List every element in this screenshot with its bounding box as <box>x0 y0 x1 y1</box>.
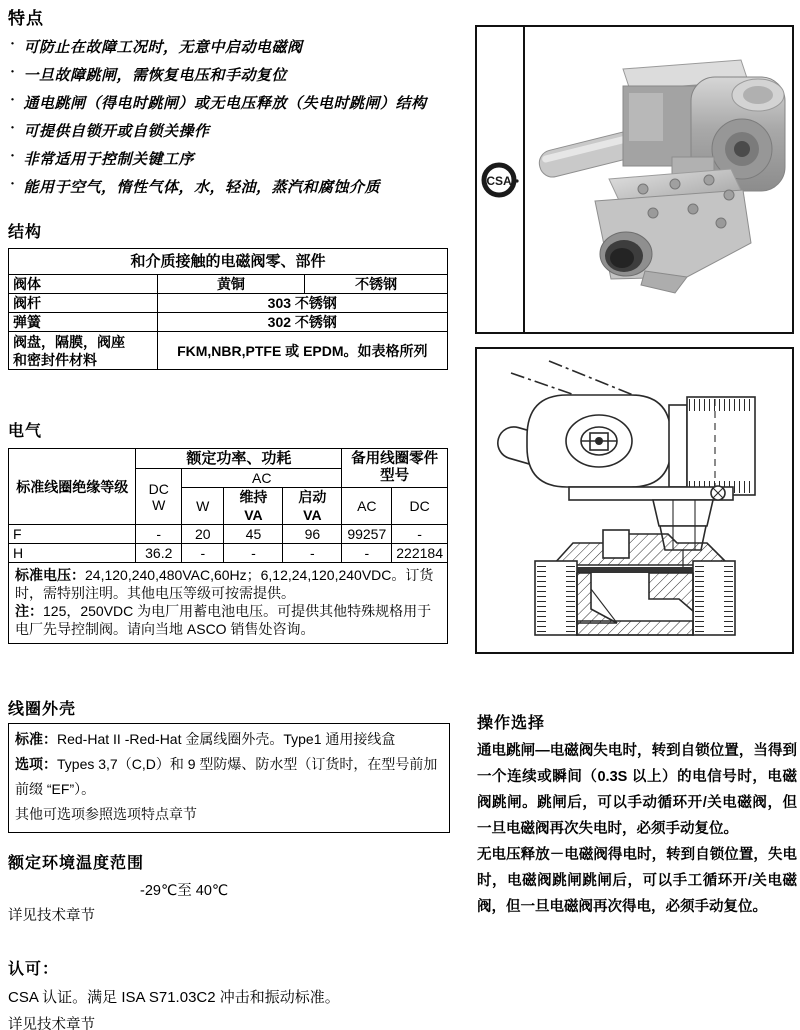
coil-housing-box <box>8 723 450 833</box>
table-cell: - <box>136 525 182 544</box>
coil-housing-options: 选项：Types 3,7（C,D）和 9 型防爆、防水型（订货时，在型号前加前缀 “EF”）。 <box>15 756 438 797</box>
table-cell: 阀杆 <box>9 294 158 313</box>
table-header-cell: 标准线圈绝缘等级 <box>9 449 136 525</box>
table-cell: F <box>9 525 136 544</box>
note-text: 125，250VDC 为电厂用蓄电池电压。可提供其他特殊规格用于电厂先导控制阀。请向当地 ASCO 销售处咨询。 <box>15 603 432 637</box>
table-cell: 20 <box>182 525 224 544</box>
csa-logo-cell <box>477 27 525 332</box>
table-cell: 99257 <box>342 525 392 544</box>
table-header-cell: AC <box>342 488 392 525</box>
feature-item <box>8 36 463 64</box>
electrical-section <box>8 418 448 644</box>
operation-section <box>477 710 797 920</box>
table-header-cell: 额定功率、功耗 <box>136 449 342 469</box>
temperature-section <box>8 850 458 925</box>
operation-para1: 通电跳闸—电磁阀失电时，转到自锁位置，当得到一个连续或瞬间（0.3S 以上）的电信号时，电磁阀跳闸。跳闸后，可以手动循环开/关电磁阀，但一旦电磁阀再次失电时，必须手动复位。 <box>477 743 797 837</box>
bullet-icon: · <box>10 92 16 108</box>
features-title: 特点 <box>8 9 44 28</box>
coil-housing-title: 线圈外壳 <box>8 701 77 718</box>
valve-photo-panel <box>475 25 794 334</box>
table-cell: FKM,NBR,PTFE 或 EPDM。如表格所列 <box>157 332 447 370</box>
table-cell: 不锈钢 <box>305 275 448 294</box>
table-cell: 303 不锈钢 <box>157 294 447 313</box>
temperature-note: 详见技术章节 <box>8 908 95 924</box>
structure-section <box>8 219 448 370</box>
temperature-range: -29℃至 40℃ <box>140 883 229 899</box>
approval-section <box>8 956 458 1030</box>
table-header-cell: DC <box>392 488 448 525</box>
valve-drawing-panel <box>475 347 794 654</box>
electrical-notes <box>9 563 448 644</box>
table-cell: - <box>182 544 224 563</box>
feature-item <box>8 120 463 148</box>
coil-housing-other: 其他可选项参照选项特点章节 <box>15 806 197 822</box>
feature-item <box>8 64 463 92</box>
table-cell: H <box>9 544 136 563</box>
valve-photo <box>525 27 792 332</box>
feature-text: 非常适用于控制关键工序 <box>23 152 195 168</box>
electrical-title: 电气 <box>8 423 43 440</box>
table-cell: 222184 <box>392 544 448 563</box>
table-cell: - <box>283 544 342 563</box>
table-cell: 阀体 <box>9 275 158 294</box>
solenoid-valve-photo-image <box>525 27 790 328</box>
table-header-cell: 启动 VA <box>283 488 342 525</box>
table-cell: 45 <box>224 525 283 544</box>
table-cell: 302 不锈钢 <box>157 313 447 332</box>
bullet-icon: · <box>10 36 16 52</box>
operation-para2: 无电压释放－电磁阀得电时，转到自锁位置，失电时，电磁阀跳闸跳闸后，可以手工循环开/关电磁阀，但一旦电磁阀再次得电，必须手动复位。 <box>477 847 797 915</box>
table-cell: 弹簧 <box>9 313 158 332</box>
table-cell: 阀盘，隔膜，阀座 和密封件材料 <box>9 332 158 370</box>
csa-logo <box>480 160 520 200</box>
table-cell: 36.2 <box>136 544 182 563</box>
table-cell: 黄铜 <box>157 275 305 294</box>
table-cell: - <box>392 525 448 544</box>
feature-text: 一旦故障跳闸，需恢复电压和手动复位 <box>23 68 288 84</box>
feature-item <box>8 176 463 204</box>
bullet-icon: · <box>10 148 16 164</box>
note-label: 注： <box>15 603 43 619</box>
structure-table <box>8 248 448 370</box>
electrical-table <box>8 448 448 644</box>
valve-cross-section-drawing <box>477 349 788 648</box>
temperature-title: 额定环境温度范围 <box>8 855 145 872</box>
approval-line2: 详见技术章节 <box>8 1017 95 1030</box>
structure-title: 结构 <box>8 224 43 241</box>
table-cell: - <box>342 544 392 563</box>
approval-title: 认可： <box>8 961 60 978</box>
note-label: 标准电压： <box>15 567 85 583</box>
feature-item <box>8 92 463 120</box>
note-text: 24,120,240,480VAC,60Hz；6,12,24,120,240VDC。订货时，需特别注明。其他电压等级可按需提供。 <box>15 567 434 601</box>
svg-text:CSA: CSA <box>486 173 512 188</box>
bullet-icon: · <box>10 120 16 136</box>
feature-text: 可提供自锁开或自锁关操作 <box>23 124 210 140</box>
table-header-cell: 维持 VA <box>224 488 283 525</box>
table-cell: 96 <box>283 525 342 544</box>
feature-text: 可防止在故障工况时，无意中启动电磁阀 <box>23 40 303 56</box>
feature-item <box>8 148 463 176</box>
bullet-icon: · <box>10 176 16 192</box>
table-header-cell: DC W <box>136 469 182 525</box>
feature-text: 通电跳闸（得电时跳闸）或无电压释放（失电时跳闸）结构 <box>23 96 427 112</box>
table-header-cell: W <box>182 488 224 525</box>
features-section <box>8 4 463 204</box>
coil-housing-section <box>8 696 450 833</box>
table-cell: - <box>224 544 283 563</box>
table-header-cell: 备用线圈零件 型号 <box>342 449 448 488</box>
table-header-cell: AC <box>182 469 342 488</box>
feature-list <box>8 36 463 204</box>
table-header-cell: 和介质接触的电磁阀零、部件 <box>9 249 448 275</box>
operation-title: 操作选择 <box>477 715 546 732</box>
approval-line1: CSA 认证。满足 ISA S71.03C2 冲击和振动标准。 <box>8 989 340 1006</box>
coil-housing-standard: 标准：Red-Hat II -Red-Hat 金属线圈外壳。Type1 通用接线盒 <box>15 731 396 747</box>
bullet-icon: · <box>10 64 16 80</box>
feature-text: 能用于空气，惰性气体，水，轻油，蒸汽和腐蚀介质 <box>23 180 381 196</box>
